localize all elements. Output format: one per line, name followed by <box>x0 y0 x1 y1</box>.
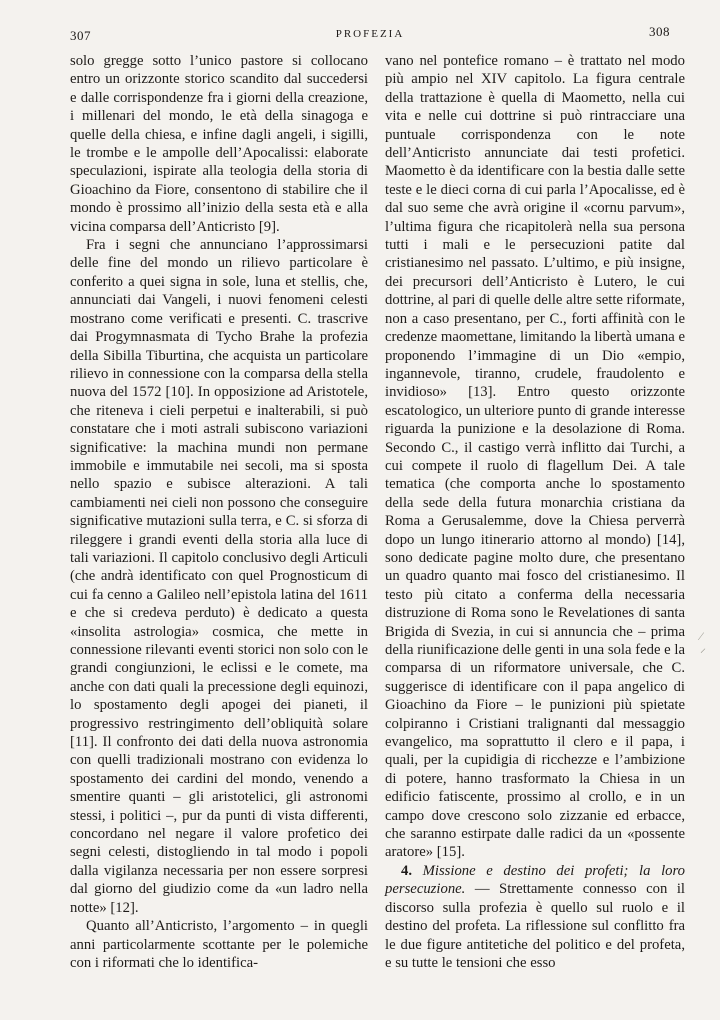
section-text: — Strettamente connesso con il discorso sulla profezia è quello sul ruolo e il destino del profeta. La riflessione sul conflitto fra le due figure antitetiche del politico e del profeta, e su tutte le tensioni che esso <box>385 881 685 971</box>
section-paragraph <box>385 862 685 972</box>
margin-mark: ⁄ ⸝ <box>700 629 707 655</box>
paragraph: vano nel pontefice romano – è trattato nel modo più ampio nel XIV capitolo. La figura centrale della trattazione è quella di Maometto, nella cui vita e nelle cui dottrine si può rintracciare una puntuale corrispondenza con le note dell’Anticristo annunciate dai testi profetici. Maometto è da identificare con la bestia dalle sette teste e le dieci corna di cui parla l’Apocalisse, ed è dal suo seme che avrà origine il «cornu parvum», l’ultima figura che ricapitolerà nella sua persona tutti i mali e le persecuzioni patite dal cristianesimo nel passato. L’ultimo, e più insigne, dei precursori dell’Anticristo è Lutero, le cui dottrine, al pari di quelle delle altre sette riformate, non a caso presentano, per C., forti affinità con le credenze maomettane, limitando la libertà umana e proponendo l’immagine di un Dio «empio, ingannevole, tiranno, crudele, fraudolento e invidioso» [13]. Entro questo orizzonte escatologico, un ulteriore punto di grande interesse riguarda la punizione e la desolazione di Roma. Secondo C., il castigo verrà inflitto dai Turchi, a cui compete il ruolo di flagellum Dei. A tale tematica (che comporta anche lo spostamento della sede della futura monarchia cristiana da Roma a Gerusalemme, dove la Chiesa perverrà dopo un lungo itinerario attorno al mondo) [14], sono dedicate pagine molto dure, che presentano un quadro quanto mai fosco del cristianesimo. Il testo più citato a conferma della necessaria distruzione di Roma sono le Revelationes di santa Brigida di Svezia, in cui si annuncia che – prima della riunificazione delle genti in una sola fede e la comparsa di un riformatore universale, che C. suggerisce di identificare con il papa angelico di Gioachino da Fiore – le punizioni più spietate colpiranno i Cristiani tralignanti dal messaggio evangelico, ma soprattutto il clero e il papa, i quali, per la cupidigia di ricchezze e l’ambizione di potere, hanno trasformato la Chiesa in un edificio fatiscente, prossimo al crollo, e in un campo dove crescono solo zizzanie ed erbacce, che saranno estirpate dalle radici da un «possente aratore» [15]. <box>385 53 685 861</box>
left-column <box>70 52 368 972</box>
running-title: PROFEZIA <box>335 28 405 40</box>
page-number-right: 308 <box>649 24 670 39</box>
paragraph: Quanto all’Anticristo, l’argomento – in quegli anni particolarmente scottante per le polemiche con i riformati che lo identifica- <box>70 918 368 971</box>
running-head <box>70 24 670 48</box>
right-column <box>385 52 685 972</box>
paragraph: Fra i segni che annunciano l’approssimarsi delle fine del mondo un rilievo particolare è conferito a quei signa in sole, luna et stellis, che, annunciati dai Vangeli, i nuovi fenomeni celesti mostrano come verificati e presenti. C. trascrive dai Progymnasmata di Tycho Brahe la profezia della Sibilla Tiburtina, che acquista un particolare rilievo in connessione con la comparsa della stella nuova del 1572 [10]. In opposizione ad Aristotele, che riteneva i cieli perpetui e inalterabili, si può constatare che i moti astrali subiscono variazioni significative: la machina mundi non permane immobile e immutabile nei secoli, ma si sposta nello spazio e subisce alterazioni. A tali cambiamenti nei cieli non possono che conseguire significative mutazioni sulla terra, e C. si sforza di rileggere i grandi eventi della storia alla luce di tali variazioni. Il capitolo conclusivo degli Articuli (che andrà identificato con quel Prognosticum di cui fa cenno a Galileo nell’epistola latina del 1611 e che si credeva perduto) è dedicato a questa «insolita astrologia» cosmica, che mette in connessione rilevanti eventi storici non solo con le grandi congiunzioni, le eclissi e le comete, ma anche con dati quali la precessione degli equinozi, lo spostamento degli apogei dei pianeti, il progressivo restringimento dell’obliquità solare [11]. Il confronto dei dati della nuova astronomia con quelli tradizionali mostrano con evidenza lo spostamento dei cardini del mondo, venendo a smentire quanti – gli aristotelici, gli astronomi stessi, i politici –, pur da punti di vista differenti, concordano nel negare il valore profetico dei segni celesti, distogliendo in tal modo i popoli dalla vigilanza necessaria per non essere sorpresi dal giorno del giudizio come da «un ladro nella notte» [12]. <box>70 237 368 916</box>
section-title: Missione e destino dei profeti; la loro persecuzione. <box>385 862 686 898</box>
page-number-left: 307 <box>70 28 91 43</box>
section-number: 4. <box>401 862 413 879</box>
paragraph: solo gregge sotto l’unico pastore si collocano entro un orizzonte storico scandito dal succedersi e dalle corrispondenze fra i giorni della creazione, i millenari del mondo, le età della sinagoga e quelle della chiesa, e infine dagli angeli, i sigilli, le trombe e le ampolle dell’Apocalissi: elaborate speculazioni, ispirate alla teologia della storia di Gioachino da Fiore, consentono di stabilire che il mondo è prossimo all’inizio della sesta età e alla vicina comparsa dell’Anticristo [9]. <box>70 53 368 235</box>
